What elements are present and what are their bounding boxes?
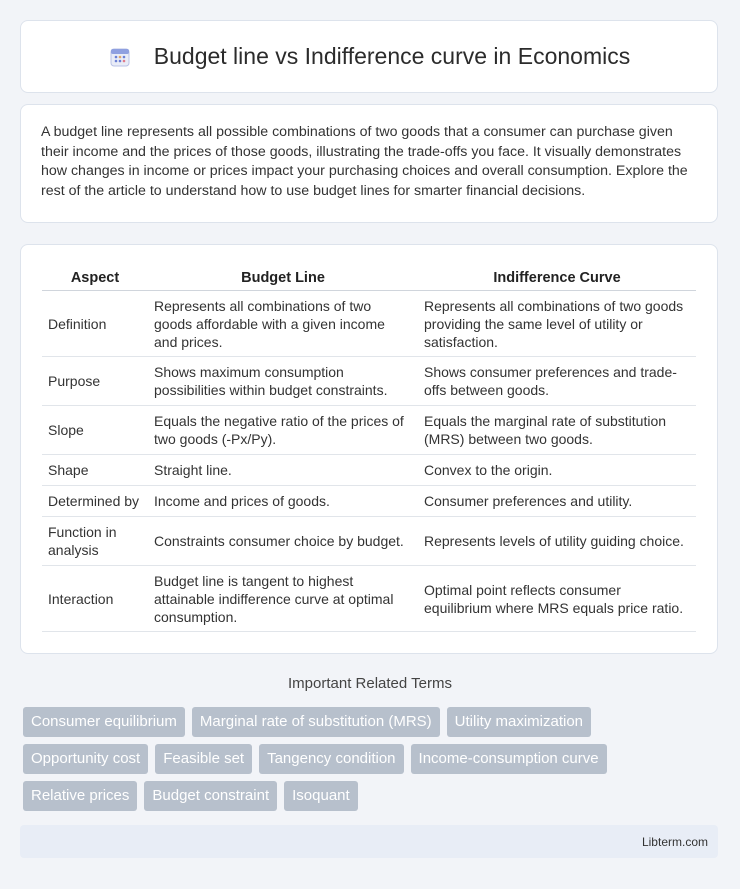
related-term-tag[interactable]: Consumer equilibrium	[23, 707, 185, 737]
related-term-tag[interactable]: Income-consumption curve	[411, 744, 607, 774]
cell-indifference-curve: Equals the marginal rate of substitution (MRS) between two goods.	[418, 406, 696, 455]
related-terms-title: Important Related Terms	[288, 675, 452, 692]
header-card	[20, 20, 718, 93]
comparison-card	[20, 244, 718, 654]
cell-budget-line: Income and prices of goods.	[148, 486, 418, 517]
cell-indifference-curve: Represents all combinations of two goods providing the same level of utility or satisfaction.	[418, 291, 696, 357]
related-term-tag[interactable]: Budget constraint	[144, 781, 277, 811]
cell-indifference-curve: Consumer preferences and utility.	[418, 486, 696, 517]
cell-indifference-curve: Convex to the origin.	[418, 455, 696, 486]
grid-calendar-icon	[108, 45, 132, 69]
cell-budget-line: Shows maximum consumption possibilities within budget constraints.	[148, 357, 418, 406]
table-row	[42, 486, 696, 517]
related-term-tag[interactable]: Relative prices	[23, 781, 137, 811]
cell-aspect: Shape	[42, 455, 148, 486]
page-title	[108, 43, 630, 70]
related-term-tag[interactable]: Marginal rate of substitution (MRS)	[192, 707, 440, 737]
cell-aspect: Definition	[42, 291, 148, 357]
header-aspect: Aspect	[42, 263, 148, 291]
cell-budget-line: Constraints consumer choice by budget.	[148, 517, 418, 566]
cell-budget-line: Equals the negative ratio of the prices of two goods (-Px/Py).	[148, 406, 418, 455]
footer	[20, 825, 718, 858]
table-header-row	[42, 263, 696, 291]
page-title-text: Budget line vs Indifference curve in Economics	[153, 43, 631, 69]
table-row	[42, 566, 696, 632]
related-term-tag[interactable]: Opportunity cost	[23, 744, 148, 774]
related-term-tag[interactable]: Feasible set	[155, 744, 252, 774]
intro-card	[20, 104, 718, 223]
cell-indifference-curve: Represents levels of utility guiding choice.	[418, 517, 696, 566]
cell-aspect: Determined by	[42, 486, 148, 517]
related-term-tag[interactable]: Tangency condition	[259, 744, 403, 774]
table-row	[42, 357, 696, 406]
table-row	[42, 517, 696, 566]
related-terms-list	[23, 707, 713, 811]
cell-aspect: Purpose	[42, 357, 148, 406]
table-row	[42, 455, 696, 486]
cell-indifference-curve: Optimal point reflects consumer equilibrium where MRS equals price ratio.	[418, 566, 696, 632]
comparison-table	[42, 263, 696, 632]
cell-budget-line: Represents all combinations of two goods affordable with a given income and prices.	[148, 291, 418, 357]
footer-site-link[interactable]: Libterm.com	[641, 834, 708, 849]
related-term-tag[interactable]: Isoquant	[284, 781, 358, 811]
table-row	[42, 406, 696, 455]
cell-budget-line: Budget line is tangent to highest attainable indifference curve at optimal consumption.	[148, 566, 418, 632]
cell-indifference-curve: Shows consumer preferences and trade-offs between goods.	[418, 357, 696, 406]
cell-aspect: Slope	[42, 406, 148, 455]
intro-text: A budget line represents all possible combinations of two goods that a consumer can purchase given their income and the prices of those goods, illustrating the trade-offs you face. It visually demonstrates how changes in income or prices impact your purchasing choices and overall consumption. Explore the rest of the article to understand how to use budget lines for smarter financial decisions.	[41, 124, 688, 199]
table-row	[42, 291, 696, 357]
cell-budget-line: Straight line.	[148, 455, 418, 486]
header-indifference-curve: Indifference Curve	[418, 263, 696, 291]
related-term-tag[interactable]: Utility maximization	[447, 707, 591, 737]
cell-aspect: Function in analysis	[42, 517, 148, 566]
cell-aspect: Interaction	[42, 566, 148, 632]
header-budget-line: Budget Line	[148, 263, 418, 291]
